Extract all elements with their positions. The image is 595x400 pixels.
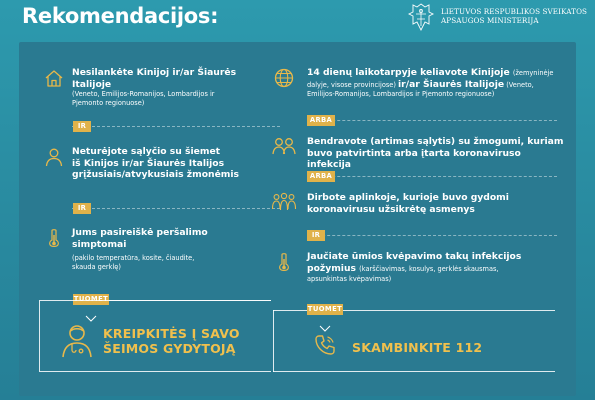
left-item-1-title: Nesilankėte Kinijoj ir/ar Šiaurės Italijoje: [72, 67, 237, 90]
page-title: Rekomendacijos:: [22, 4, 219, 28]
right-item-3-title-a: Dirbote aplinkoje, kurioje buvo gydomi: [307, 192, 509, 203]
people-icon: [271, 135, 297, 157]
right-badge-arba-2: ARBA: [307, 171, 335, 182]
ministry-line-1: LIETUVOS RESPUBLIKOS SVEIKATOS: [441, 7, 588, 16]
left-item-3: [72, 227, 272, 272]
right-item-1-title-a-text: 14 dienų laikotarpyje keliavote Kinijoje: [307, 67, 510, 78]
left-item-2: [72, 146, 272, 181]
right-cta: SKAMBINKITE 112: [352, 340, 483, 355]
right-separator-1: [307, 120, 557, 121]
frame-left-line-right: [273, 310, 274, 372]
right-separator-2: [307, 176, 557, 177]
group-icon: [271, 191, 297, 213]
right-item-3: [307, 192, 567, 215]
right-item-1-detail-a: dalyje, visose provincijose): [307, 80, 396, 89]
thermometer-icon: [43, 227, 65, 249]
left-item-1-detail-b: Pjemonto regionuose): [72, 99, 145, 107]
frame-top-line-left-start: [39, 300, 73, 301]
frame-top-line-left: [109, 300, 271, 301]
right-item-1: [307, 67, 567, 99]
left-item-1-detail-a: (Veneto, Emilijos-Romanijos, Lombardijos ir: [72, 90, 215, 98]
right-item-2-title-b: buvo patvirtinta arba įtarta koronaviruso infekcija: [307, 147, 521, 170]
doctor-icon: [60, 322, 94, 358]
right-item-4: [307, 251, 567, 284]
right-item-4-line-2: [307, 263, 567, 276]
left-separator-1: [72, 126, 280, 127]
left-item-2-title-c: grįžusiais/atvykusiais žmonėmis: [72, 169, 239, 180]
thermometer-icon: [273, 251, 295, 273]
globe-icon: [273, 67, 295, 89]
ministry-name: [441, 7, 591, 25]
right-item-1-title-a-sub: (žemyninėje: [512, 69, 554, 77]
house-icon: [43, 67, 65, 89]
left-item-2-title-a: Neturėjote sąlyčio su šiemet: [72, 146, 221, 157]
right-badge-ir: IR: [307, 230, 325, 241]
right-item-2: [307, 136, 567, 171]
right-item-1-detail-b: Emilijos-Romanijos, Lombardijos ir Pjemonto regionuose): [307, 90, 495, 98]
right-chevron-down-icon: [319, 317, 331, 324]
left-cta-line-2: ŠEIMOS GYDYTOJĄ: [103, 341, 236, 356]
coat-of-arms-icon: [407, 2, 435, 32]
left-item-3-title-b: simptomai: [72, 238, 127, 250]
phone-icon: [313, 333, 337, 357]
left-item-3-detail-a: (pakilo temperatūra, kosite, čiaudite,: [72, 254, 195, 262]
right-item-4-detail-a: apsunkintas kvėpavimas): [307, 275, 392, 283]
person-icon: [43, 146, 65, 168]
right-item-1-title-b: ir/ar Šiaurės Italijoje: [398, 78, 505, 90]
left-item-3-title-a: Jums pasireiškė peršalimo: [72, 227, 208, 238]
right-item-1-title-b-sub: (Veneto,: [506, 80, 534, 89]
ministry-line-2: APSAUGOS MINISTERIJA: [441, 16, 539, 25]
right-badge-arba-1: ARBA: [307, 115, 335, 126]
right-item-4-title-a: Jaučiate ūmios kvėpavimo takų infekcijos: [307, 251, 522, 262]
frame-top-line-right-start: [273, 310, 307, 311]
left-badge-ir-1: IR: [73, 121, 91, 132]
right-separator-3: [307, 235, 557, 236]
frame-top-line-right: [343, 310, 555, 311]
left-cta-line-1: KREIPKITĖS Į SAVO: [103, 326, 240, 341]
left-badge-ir-2: IR: [73, 203, 91, 214]
left-tuomet-badge: TUOMET: [73, 295, 109, 303]
right-item-1-line-2: [307, 79, 567, 91]
right-tuomet-badge: TUOMET: [307, 305, 343, 313]
right-item-4-title-b: požymius: [307, 262, 356, 274]
left-cta: [103, 326, 263, 356]
left-item-3-detail-b: skauda gerklę): [72, 263, 121, 271]
right-item-4-title-b-sub: (karščiavimas, kosulys, gerklės skausmas,: [359, 264, 499, 273]
right-item-3-title-b: koronavirusu užsikrėtę asmenys: [307, 203, 475, 215]
left-separator-2: [72, 208, 280, 209]
frame-bottom-line-right: [273, 371, 555, 372]
right-item-2-title-a: Bendravote (artimas sąlytis) su žmogumi, kuriam: [307, 136, 564, 147]
left-item-1: [72, 67, 272, 108]
left-item-2-title-b: iš Kinijos ir/ar Šiaurės Italijos: [72, 157, 225, 169]
